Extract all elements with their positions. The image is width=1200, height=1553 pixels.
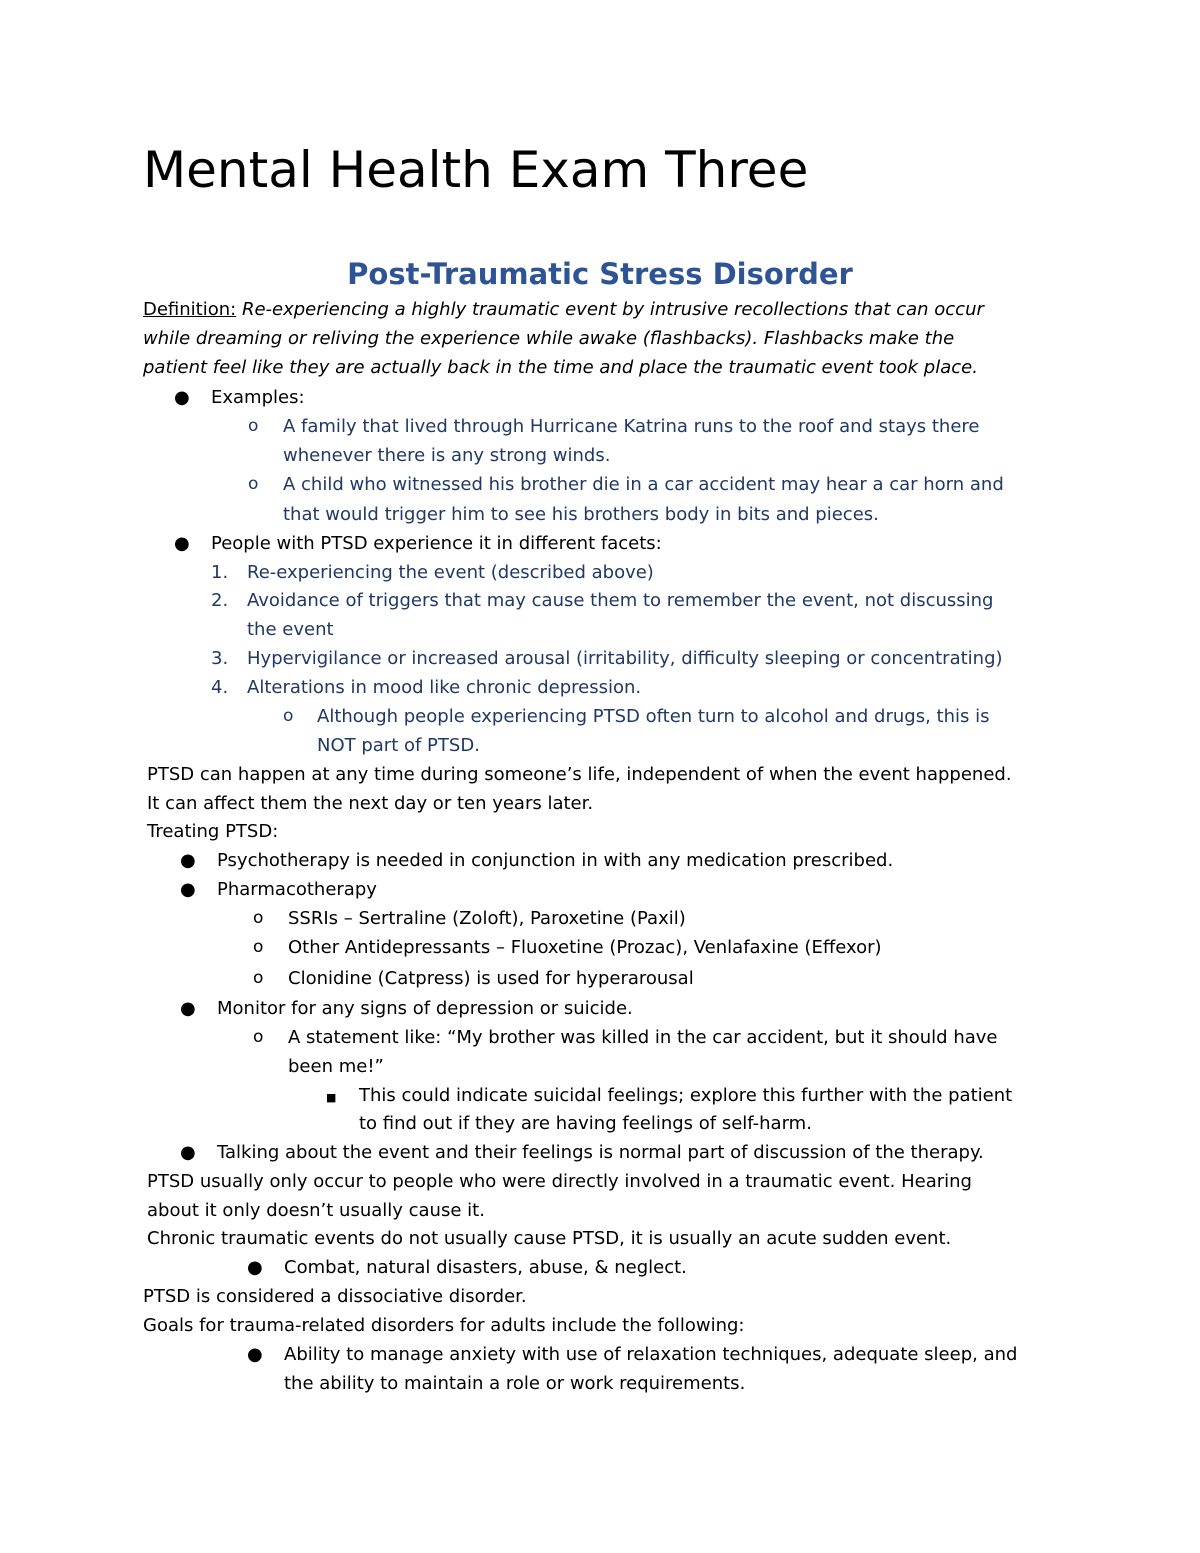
bullet-icon: ●	[180, 850, 196, 871]
section-title: Post-Traumatic Stress Disorder	[347, 257, 853, 291]
bullet-icon: ●	[247, 1257, 263, 1278]
bullet-icon: ●	[180, 998, 196, 1019]
list-number: 1.	[211, 562, 229, 583]
statement-line-2: been me!”	[288, 1056, 384, 1077]
bullet-icon: ●	[180, 879, 196, 900]
treating-talking: Talking about the event and their feelings is normal part of discussion of the therapy.	[217, 1142, 984, 1163]
definition-line-2: while dreaming or reliving the experience while awake (flashbacks). Flashbacks make the	[143, 328, 955, 349]
treating-label: Treating PTSD:	[147, 821, 279, 842]
list-number: 3.	[211, 648, 229, 669]
examples-label: Examples:	[211, 387, 305, 408]
circle-bullet-icon: o	[248, 416, 259, 436]
facet-3: Hypervigilance or increased arousal (irritability, difficulty sleeping or concentrating)	[247, 648, 1003, 669]
goals-item-line-2: the ability to maintain a role or work requirements.	[284, 1373, 746, 1394]
facet-note-line-1: Although people experiencing PTSD often turn to alcohol and drugs, this is	[317, 706, 990, 727]
facet-4: Alterations in mood like chronic depression.	[247, 677, 642, 698]
circle-bullet-icon: o	[253, 937, 264, 957]
facets-label: People with PTSD experience it in different facets:	[211, 533, 662, 554]
definition-label: Definition:	[143, 299, 237, 320]
treating-other-antidepressants: Other Antidepressants – Fluoxetine (Prozac), Venlafaxine (Effexor)	[288, 937, 882, 958]
goals-item-line-1: Ability to manage anxiety with use of relaxation techniques, adequate sleep, and	[284, 1344, 1018, 1365]
timing-line-2: It can affect them the next day or ten years later.	[147, 793, 594, 814]
circle-bullet-icon: o	[283, 706, 294, 726]
chronic-line: Chronic traumatic events do not usually cause PTSD, it is usually an acute sudden event.	[147, 1228, 952, 1249]
example-2-line-2: that would trigger him to see his brothers body in bits and pieces.	[283, 504, 879, 525]
bullet-icon: ●	[174, 387, 190, 408]
treating-pharmacotherapy: Pharmacotherapy	[217, 879, 377, 900]
circle-bullet-icon: o	[253, 908, 264, 928]
circle-bullet-icon: o	[253, 968, 264, 988]
circle-bullet-icon: o	[248, 474, 259, 494]
facet-1: Re-experiencing the event (described above)	[247, 562, 654, 583]
definition-line-3: patient feel like they are actually back in the time and place the traumatic event took place.	[143, 357, 978, 378]
definition-line-1	[143, 295, 984, 324]
facet-2-line-1: Avoidance of triggers that may cause them to remember the event, not discussing	[247, 590, 994, 611]
treating-psychotherapy: Psychotherapy is needed in conjunction in with any medication prescribed.	[217, 850, 894, 871]
bullet-icon: ●	[247, 1344, 263, 1365]
treating-monitor: Monitor for any signs of depression or suicide.	[217, 998, 633, 1019]
chronic-examples: Combat, natural disasters, abuse, & neglect.	[284, 1257, 687, 1278]
treating-ssris: SSRIs – Sertraline (Zoloft), Paroxetine (Paxil)	[288, 908, 686, 929]
example-2-line-1: A child who witnessed his brother die in a car accident may hear a car horn and	[283, 474, 1004, 495]
statement-line-1: A statement like: “My brother was killed in the car accident, but it should have	[288, 1027, 998, 1048]
definition-text-1: Re-experiencing a highly traumatic event by intrusive recollections that can occur	[236, 299, 984, 320]
bullet-icon: ●	[180, 1142, 196, 1163]
treating-clonidine: Clonidine (Catpress) is used for hyperarousal	[288, 968, 694, 989]
square-bullet-icon: ■	[326, 1091, 337, 1104]
list-number: 4.	[211, 677, 229, 698]
bullet-icon: ●	[174, 533, 190, 554]
involvement-line-2: about it only doesn’t usually cause it.	[147, 1200, 485, 1221]
timing-line-1: PTSD can happen at any time during someone’s life, independent of when the event happened.	[147, 764, 1012, 785]
list-number: 2.	[211, 590, 229, 611]
example-1-line-2: whenever there is any strong winds.	[283, 445, 611, 466]
indicate-line-1: This could indicate suicidal feelings; explore this further with the patient	[359, 1085, 1013, 1106]
circle-bullet-icon: o	[253, 1027, 264, 1047]
goals-label: Goals for trauma-related disorders for adults include the following:	[143, 1315, 745, 1336]
facet-2-line-2: the event	[247, 619, 334, 640]
page-title: Mental Health Exam Three	[143, 141, 809, 199]
dissociative-line: PTSD is considered a dissociative disorder.	[143, 1286, 527, 1307]
example-1-line-1: A family that lived through Hurricane Katrina runs to the roof and stays there	[283, 416, 980, 437]
indicate-line-2: to find out if they are having feelings of self-harm.	[359, 1113, 812, 1134]
facet-note-line-2: NOT part of PTSD.	[317, 735, 480, 756]
involvement-line-1: PTSD usually only occur to people who were directly involved in a traumatic event. Hearing	[147, 1171, 972, 1192]
